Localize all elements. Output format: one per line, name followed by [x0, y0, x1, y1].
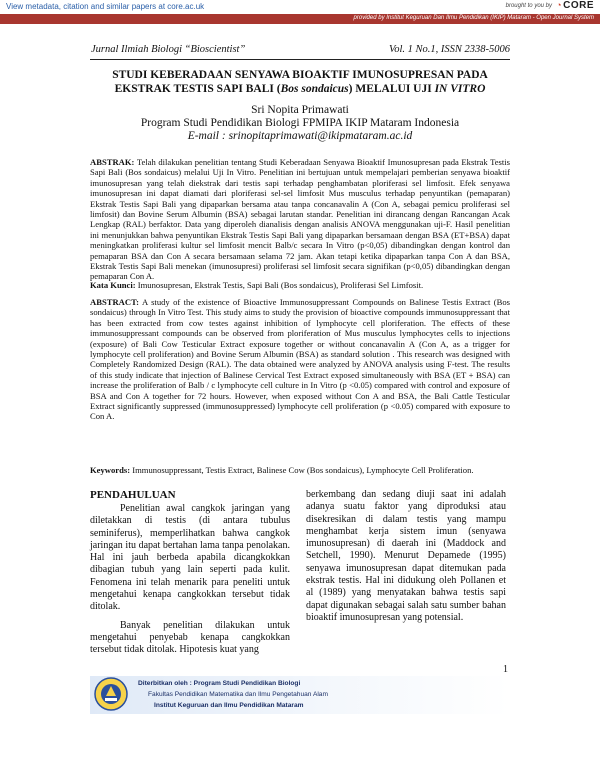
page-number: 1	[503, 664, 508, 675]
body-column-left	[90, 503, 290, 657]
abstract-text: A study of the existence of Bioactive Immunosuppressant Compounds on Balinese Testis Extract (Bos sondaicus) through In Vitro Test. This study aims to study the provision of bioactive compounds immunosuppressant that has been extracted from cow testes against inhibition of lymphocyte cell ploriferation. The effects of these immunosuppressant compounds can be observed from ploriferation of Mus musculus lymphocytes cells to injections (exposure) of Bali Cow Testicular Extract exposure together or without concanavalin A (Con A, as a trigger for lymphocyte cell proliferation) and Bovine Serum Albumin (BSA) as standard solution . This research was designed with Completely Randomized Design (RAL). The data obtained were analyzed by ANOVA analysis using F-test. The results of this study indicate that injection of Balinese Cervical Test Extract exposed simultaneously with BSA (ET + BSA) can increase the proliferation of Balb / c lymphocyte cell culture in In Vitro (p <0.05) compared with control and exposure of BSA and Con A together for 72 hours. However, when exposed without Con A and BSA, the Bali Cattle Testicular Extract significantly suppressed (immunosuppressed) lymphocyte cell proliferation (p <0.05) compared with exposure to Con A.	[90, 297, 510, 422]
kata-kunci-label: Kata Kunci:	[90, 280, 136, 290]
keywords-text: Immunosuppressant, Testis Extract, Balinese Cow (Bos sondaicus), Lymphocyte Cell Proliferation.	[130, 465, 474, 475]
abstract-label: ABSTRACT:	[90, 297, 140, 307]
paper-title	[90, 68, 510, 96]
title-line-2: EKSTRAK TESTIS SAPI BALI (Bos sondaicus) MELALUI UJI IN VITRO	[114, 83, 486, 95]
keywords-paragraph	[90, 465, 510, 475]
author-email[interactable]: E-mail : srinopitaprimawati@ikipmataram.ac.id	[187, 130, 413, 142]
header-rule	[90, 59, 510, 60]
core-metadata-link[interactable]: View metadata, citation and similar papers at core.ac.uk	[6, 2, 205, 11]
body-paragraph: berkembang dan sedang diuji saat ini adalah adanya suatu faktor yang diproduksi atau disekresikan di dalam testis yang mampu menghambat kerja sistem imun (senyawa imunosupresan) di daerah ini (Maddock and Setchell, 1990). Menurut Depamede (1995) senyawa imunosupresan dapat ditemukan pada ekstrak testis. Hal ini didukung oleh Pollanen et al (1989) yang menyatakan bahwa testis sapi dapat digunakan sebagai salah satu sumber bahan bioaktif imunosupresan yang potensial.	[306, 489, 506, 623]
kata-kunci-paragraph	[90, 280, 510, 290]
core-logo[interactable]: ◔CORE	[556, 0, 594, 11]
abstrak-label: ABSTRAK:	[90, 157, 135, 167]
author-affiliation: Program Studi Pendidikan Biologi FPMIPA IKIP Mataram Indonesia	[140, 117, 460, 129]
journal-volume: Vol. 1 No.1, ISSN 2338-5006	[388, 44, 510, 55]
kata-kunci-text: Imunosupresan, Ekstrak Testis, Sapi Bali (Bos sondaicus), Proliferasi Sel Limfosit.	[135, 280, 424, 290]
abstrak-text: Telah dilakukan penelitian tentang Studi Keberadaan Senyawa Bioaktif Imunosupresan pada Ekstrak Testis Sapi Bali (Bos sondaicus) melalui Uji In Vitro. Penelitian ini bertujuan untuk mempelajari pemberian senyawa bioaktif imunosupresan yang telah diekstrak dari testis sapi terhadap penghambatan ploriferasi sel limfosit. Efek senyawa imunosupresan ini dapat diamati dari ploriferasi sel-sel limfosit Mus musculus terhadap penyuntikan (pemaparan) Ekstrak Testis Sapi Bali yang dipaparkan bersama atau tanpa concanavalin A (Con A, sebagai pemicu proliferasi sel limfosit) dan Bovine Serum Albumin (BSA) sebagai larutan standar. Penelitian ini dirancang dengan Rancangan Acak Lengkap (RAL) berfaktor. Data yang diperoleh dianalisis dengan analisis ANOVA menggunakan uji-F. Hasil penelitian ini menunjukkan bahwa penyuntikan Ekstrak Testis Sapi Bali yang dipaparkan bersamaan dengan BSA (ET+BSA) dapat meningkatkan proliferasi kultur sel limfosit mencit Balb/c secara In Vitro (p<0,05) dibandingkan dengan kontrol dan pemaparan BSA dan Con A secara bersamaan selama 72 jam. Akan tetapi ketika dipaparkan tanpa Con A dan BSA, Ekstrak Testis Sapi Bali menekan (imunosupresi) proliferasi sel limfosit secara signifikan (p<0,05) dibandingkan dengan pemaparan Con A.	[90, 157, 510, 282]
body-column-right	[306, 489, 506, 624]
core-banner	[0, 0, 600, 14]
abstract-paragraph	[90, 297, 510, 422]
keywords-label: Keywords:	[90, 465, 131, 475]
body-paragraph: Penelitian awal cangkok jaringan yang diletakkan di testis (di antara tubulus seminiferus), memperlihatkan bahwa cangkok jaringan itu dapat bertahan lama tanpa penolakan. Hal ini jauh berbeda apabila dicangkokkan dibagian tubuh yang lain seperti pada kulit. Fenomena ini telah menarik para peneliti untuk mengetahui kenapa cangkokkan tersebut tidak ditolak.	[90, 503, 290, 613]
core-provided-by[interactable]: provided by Institut Keguruan Dan Ilmu Pendidikan (IKIP) Mataram - Open Journal System	[353, 15, 594, 21]
section-heading-pendahuluan: PENDAHULUAN	[90, 489, 176, 501]
footer-institute: Institut Keguruan dan Ilmu Pendidikan Mataram	[154, 702, 304, 709]
author-name: Sri Nopita Primawati	[251, 104, 349, 116]
core-provided-strip	[0, 14, 600, 24]
footer-faculty: Fakultas Pendidikan Matematika dan Ilmu Pengetahuan Alam	[148, 691, 328, 698]
ikip-logo-icon	[94, 677, 128, 711]
publisher-footer	[90, 676, 510, 714]
journal-name: Jurnal Ilmiah Biologi “Bioscientist”	[91, 44, 246, 55]
core-logo-icon: ◔	[556, 0, 563, 10]
footer-publisher: Diterbitkan oleh : Program Studi Pendidikan Biologi	[138, 680, 301, 687]
abstrak-paragraph	[90, 157, 510, 282]
author-block	[90, 104, 510, 143]
core-brought-by: brought to you by	[505, 3, 552, 9]
title-line-1: STUDI KEBERADAAN SENYAWA BIOAKTIF IMUNOSUPRESAN PADA	[112, 69, 488, 81]
body-paragraph: Banyak penelitian dilakukan untuk mengetahui penyebab kenapa cangkokkan tersebut tidak ditolak. Hipotesis kuat yang	[90, 619, 290, 656]
